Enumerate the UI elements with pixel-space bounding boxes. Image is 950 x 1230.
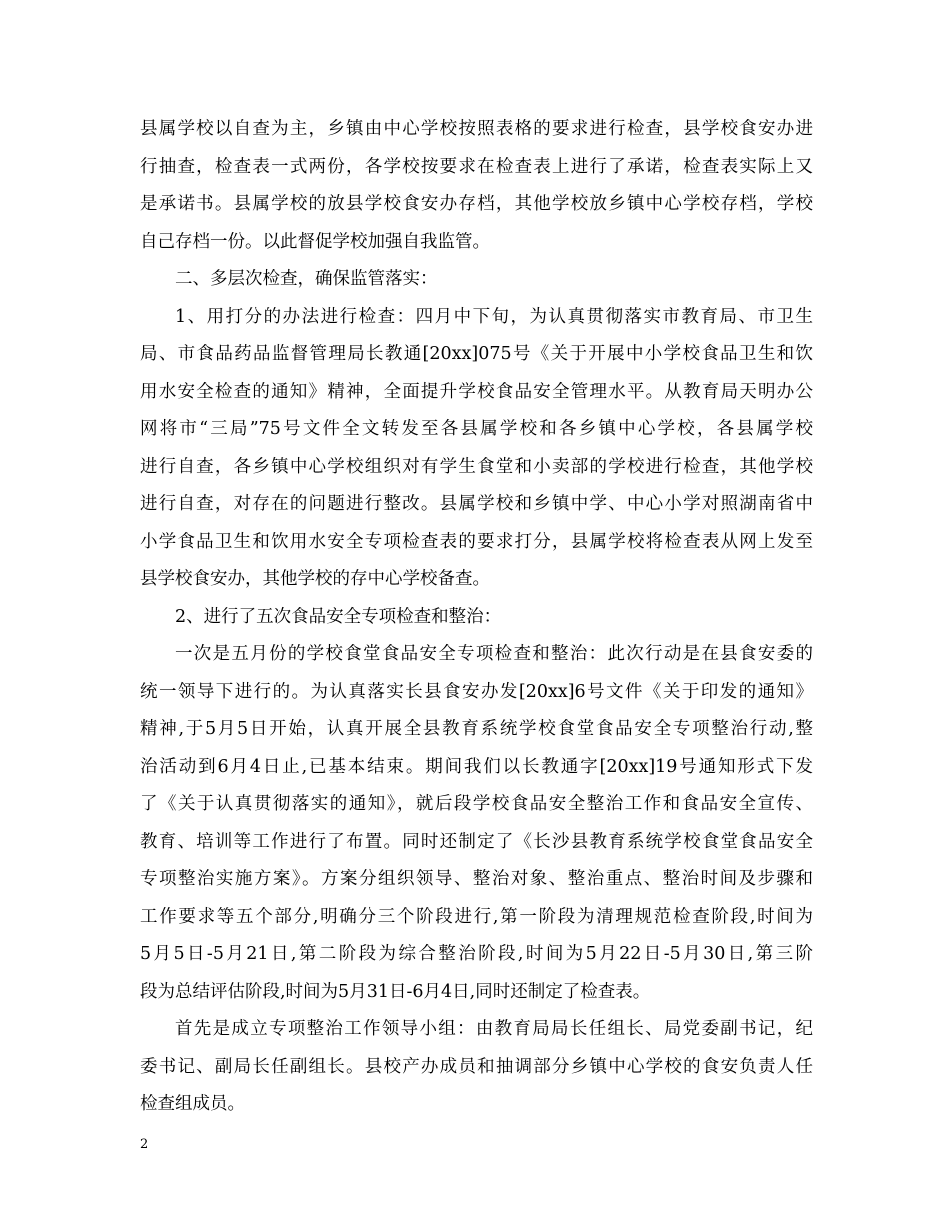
page-number: 2 [140,1137,149,1152]
text-line: 网将市“三局”75号文件全文转发至各县属学校和各乡镇中心学校，各县属学校 [140,419,813,439]
text-line: 县学校食安办，其他学校的存中心学校备查。 [140,569,490,589]
text-line: 委书记、副局长任副组长。县校产办成员和抽调部分乡镇中心学校的食安负责人任 [140,1056,813,1077]
text-line: 进行自查，对存在的问题进行整改。县属学校和乡镇中学、中心小学对照湖南省中 [140,494,813,514]
text-line: 进行自查，各乡镇中心学校组织对有学生食堂和小卖部的学校进行检查，其他学校 [140,456,813,477]
text-line: 是承诺书。县属学校的放县学校食安办存档，其他学校放乡镇中心学校存档，学校 [140,194,813,214]
text-line: 用水安全检查的通知》精神，全面提升学校食品安全管理水平。从教育局天明办公 [140,381,813,402]
paragraph [140,599,813,637]
text-line: 局、市食品药品监督管理局长教通[20xx]075号《关于开展中小学校食品卫生和饮 [140,344,813,364]
text-line: 1、用打分的办法进行检查：四月中下旬，为认真贯彻落实市教育局、市卫生 [175,306,813,327]
paragraph [140,111,813,261]
text-line: 二、多层次检查，确保监管落实： [175,269,438,289]
text-line: 2、进行了五次食品安全专项检查和整治： [175,606,502,627]
text-line: 首先是成立专项整治工作领导小组：由教育局局长任组长、局党委副书记，纪 [175,1019,813,1039]
text-line: 检查组成员。 [140,1094,245,1114]
text-line: 县属学校以自查为主，乡镇由中心学校按照表格的要求进行检查，县学校食安办进 [140,119,813,139]
text-line: 小学食品卫生和饮用水安全专项检查表的要求打分，县属学校将检查表从网上发至 [140,531,813,552]
text-line: 自己存档一份。以此督促学校加强自我监管。 [140,231,490,252]
text-line: 专项整治实施方案》。方案分组织领导、整治对象、整治重点、整治时间及步骤和 [140,869,813,889]
text-line: 一次是五月份的学校食堂食品安全专项检查和整治：此次行动是在县食安委的 [175,644,813,664]
text-line: 精神,于5月5日开始，认真开展全县教育系统学校食堂食品安全专项整治行动,整 [140,719,813,739]
text-line: 统一领导下进行的。为认真落实长县食安办发[20xx]6号文件《关于印发的通知》 [140,681,813,702]
paragraph [140,299,813,599]
text-line: 5月5日-5月21日,第二阶段为综合整治阶段,时间为5月22日-5月30日,第三阶 [140,944,813,964]
text-line: 教育、培训等工作进行了布置。同时还制定了《长沙县教育系统学校食堂食品安全 [140,831,813,852]
paragraph [140,261,813,299]
paragraph [140,1011,813,1124]
paragraph [140,636,813,1011]
text-line: 治活动到6月4日止,已基本结束。期间我们以长教通字[20xx]19号通知形式下发 [140,756,813,777]
text-line: 工作要求等五个部分,明确分三个阶段进行,第一阶段为清理规范检查阶段,时间为 [140,906,813,927]
text-line: 段为总结评估阶段,时间为5月31日-6月4日,同时还制定了检查表。 [140,981,651,1002]
text-line: 行抽查，检查表一式两份，各学校按要求在检查表上进行了承诺，检查表实际上又 [140,156,813,177]
document-body [140,111,813,1124]
text-line: 了《关于认真贯彻落实的通知》，就后段学校食品安全整治工作和食品安全宣传、 [140,794,813,814]
